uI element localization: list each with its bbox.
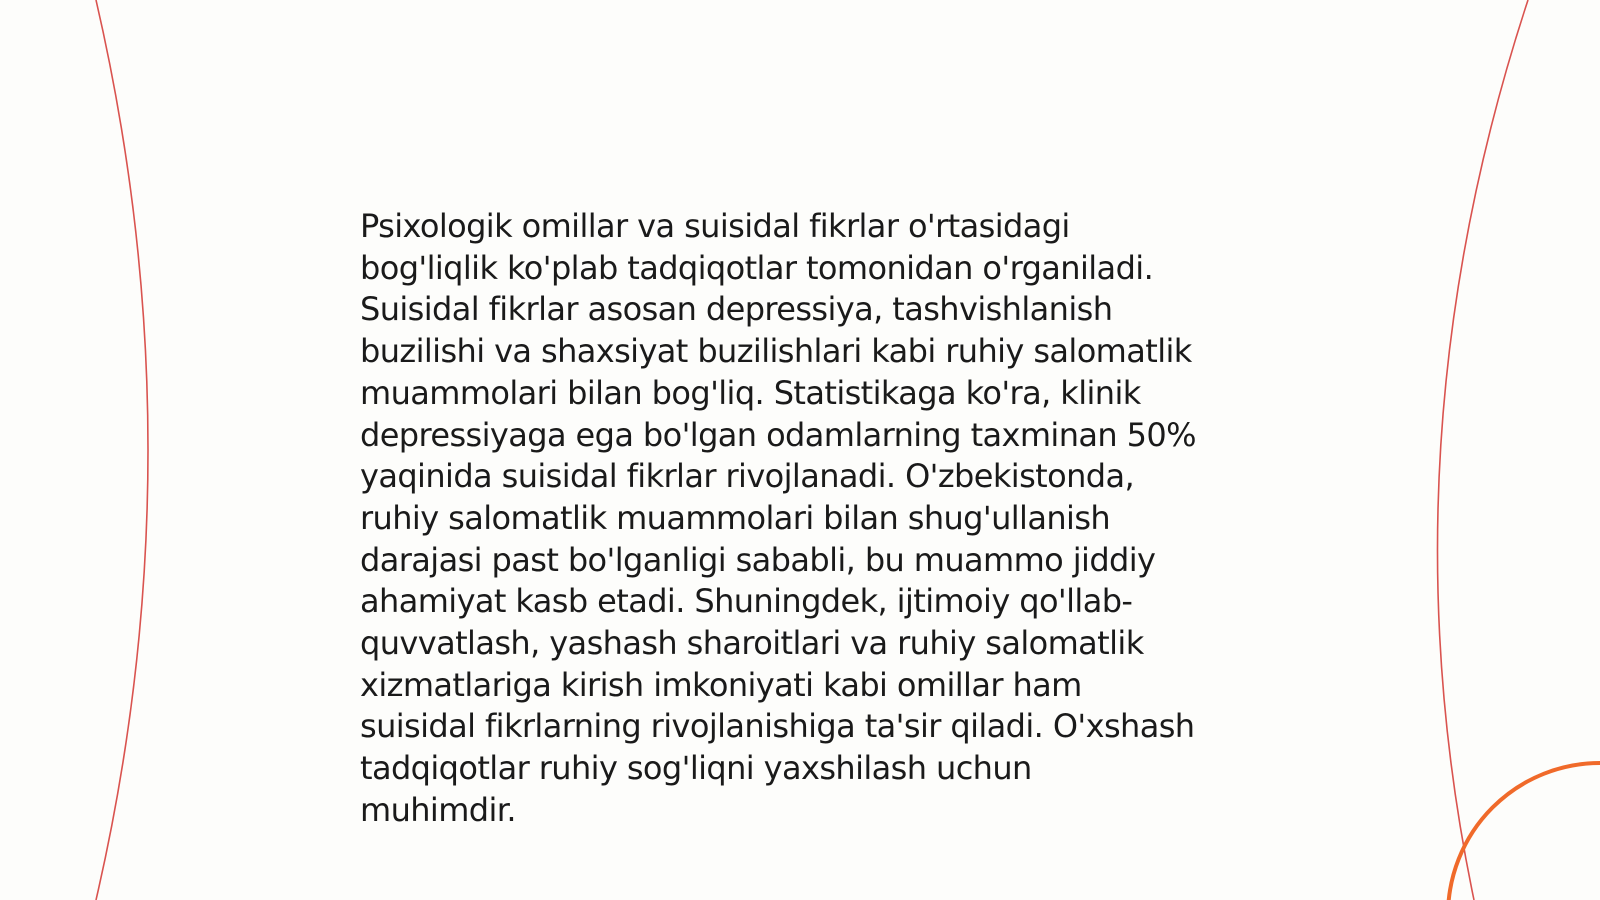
body-paragraph — [360, 206, 1260, 832]
right-curve-line — [1437, 0, 1528, 900]
paragraph-line: Suisidal fikrlar asosan depressiya, tashvishlanish — [360, 290, 1113, 329]
paragraph-line: ruhiy salomatlik muammolari bilan shug'ullanish — [360, 498, 1111, 537]
paragraph-line: bog'liqlik ko'plab tadqiqotlar tomonidan o'rganiladi. — [360, 248, 1154, 287]
paragraph-line: xizmatlariga kirish imkoniyati kabi omillar ham — [360, 665, 1082, 704]
paragraph-line: yaqinida suisidal fikrlar rivojlanadi. O'zbekistonda, — [360, 457, 1135, 496]
paragraph-line: tadqiqotlar ruhiy sog'liqni yaxshilash uchun — [360, 749, 1032, 788]
paragraph-line: muhimdir. — [360, 790, 516, 829]
paragraph-line: Psixologik omillar va suisidal fikrlar o'rtasidagi — [360, 207, 1070, 245]
paragraph-line: buzilishi va shaxsiyat buzilishlari kabi ruhiy salomatlik — [360, 332, 1192, 371]
orange-accent-circle — [1448, 763, 1600, 900]
paragraph-line: suisidal fikrlarning rivojlanishiga ta'sir qiladi. O'xshash — [360, 707, 1195, 746]
paragraph-line: darajasi past bo'lganligi sababli, bu muammo jiddiy — [360, 540, 1156, 579]
paragraph-line: muammolari bilan bog'liq. Statistikaga ko'ra, klinik — [360, 373, 1141, 412]
left-curve-line — [96, 0, 148, 900]
paragraph-line: quvvatlash, yashash sharoitlari va ruhiy salomatlik — [360, 624, 1144, 663]
paragraph-line: ahamiyat kasb etadi. Shuningdek, ijtimoiy qo'llab- — [360, 582, 1133, 621]
paragraph-line: depressiyaga ega bo'lgan odamlarning taxminan 50% — [360, 415, 1196, 454]
